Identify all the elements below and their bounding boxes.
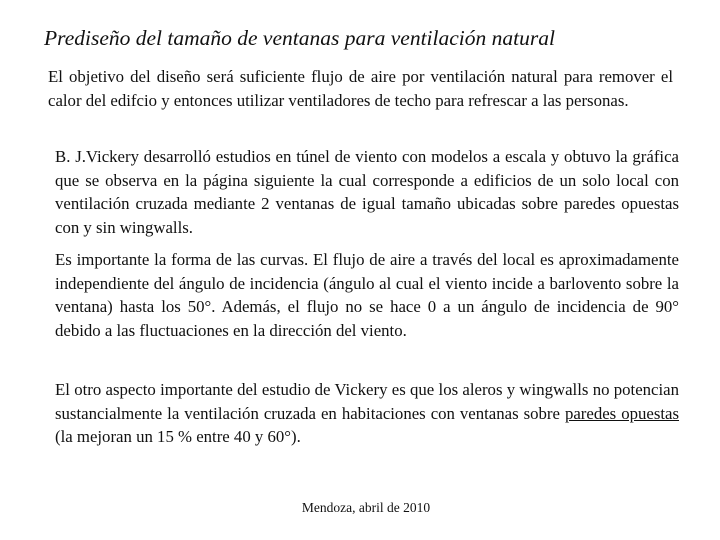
paragraph-other-aspect	[55, 378, 679, 449]
paragraph-curve-shape: Es importante la forma de las curvas. El flujo de aire a través del local es aproximadamente independiente del ángulo de incidencia (ángulo al cual el viento incide a barlovento sobre la ventana) hasta los 50°. Además, el flujo no se hace 0 a un ángulo de incidencia de 90° debido a las fluctuaciones en la dirección del viento.	[55, 250, 679, 340]
paragraph-objective: El objetivo del diseño será suficiente flujo de aire por ventilación natural para remover el calor del edifcio y entonces utilizar ventiladores de techo para refrescar a las personas.	[48, 67, 673, 110]
slide-title: Prediseño del tamaño de ventanas para ventilación natural	[44, 26, 555, 50]
underlined-phrase: paredes opuestas	[564, 403, 680, 423]
paragraph-other-aspect-text-end: (la mejoran un 15 % entre 40 y 60°).	[55, 427, 301, 446]
paragraph-other-aspect-text-start: El otro aspecto importante del estudio de Vickery es que los aleros y wingwalls no potencian sustancialmente la ventilación cruzada en habitaciones con ventanas sobre	[55, 380, 679, 423]
footer-place-date: Mendoza, abril de 2010	[301, 500, 431, 515]
paragraph-vickery-studies: B. J.Vickery desarrolló estudios en túnel de viento con modelos a escala y obtuvo la gráfica que se observa en la página siguiente la cual corresponde a edificios de un solo local con ventilación cruzada mediante 2 ventanas de igual tamaño ubicadas sobre paredes opuestas con y sin wingwalls.	[55, 147, 679, 237]
